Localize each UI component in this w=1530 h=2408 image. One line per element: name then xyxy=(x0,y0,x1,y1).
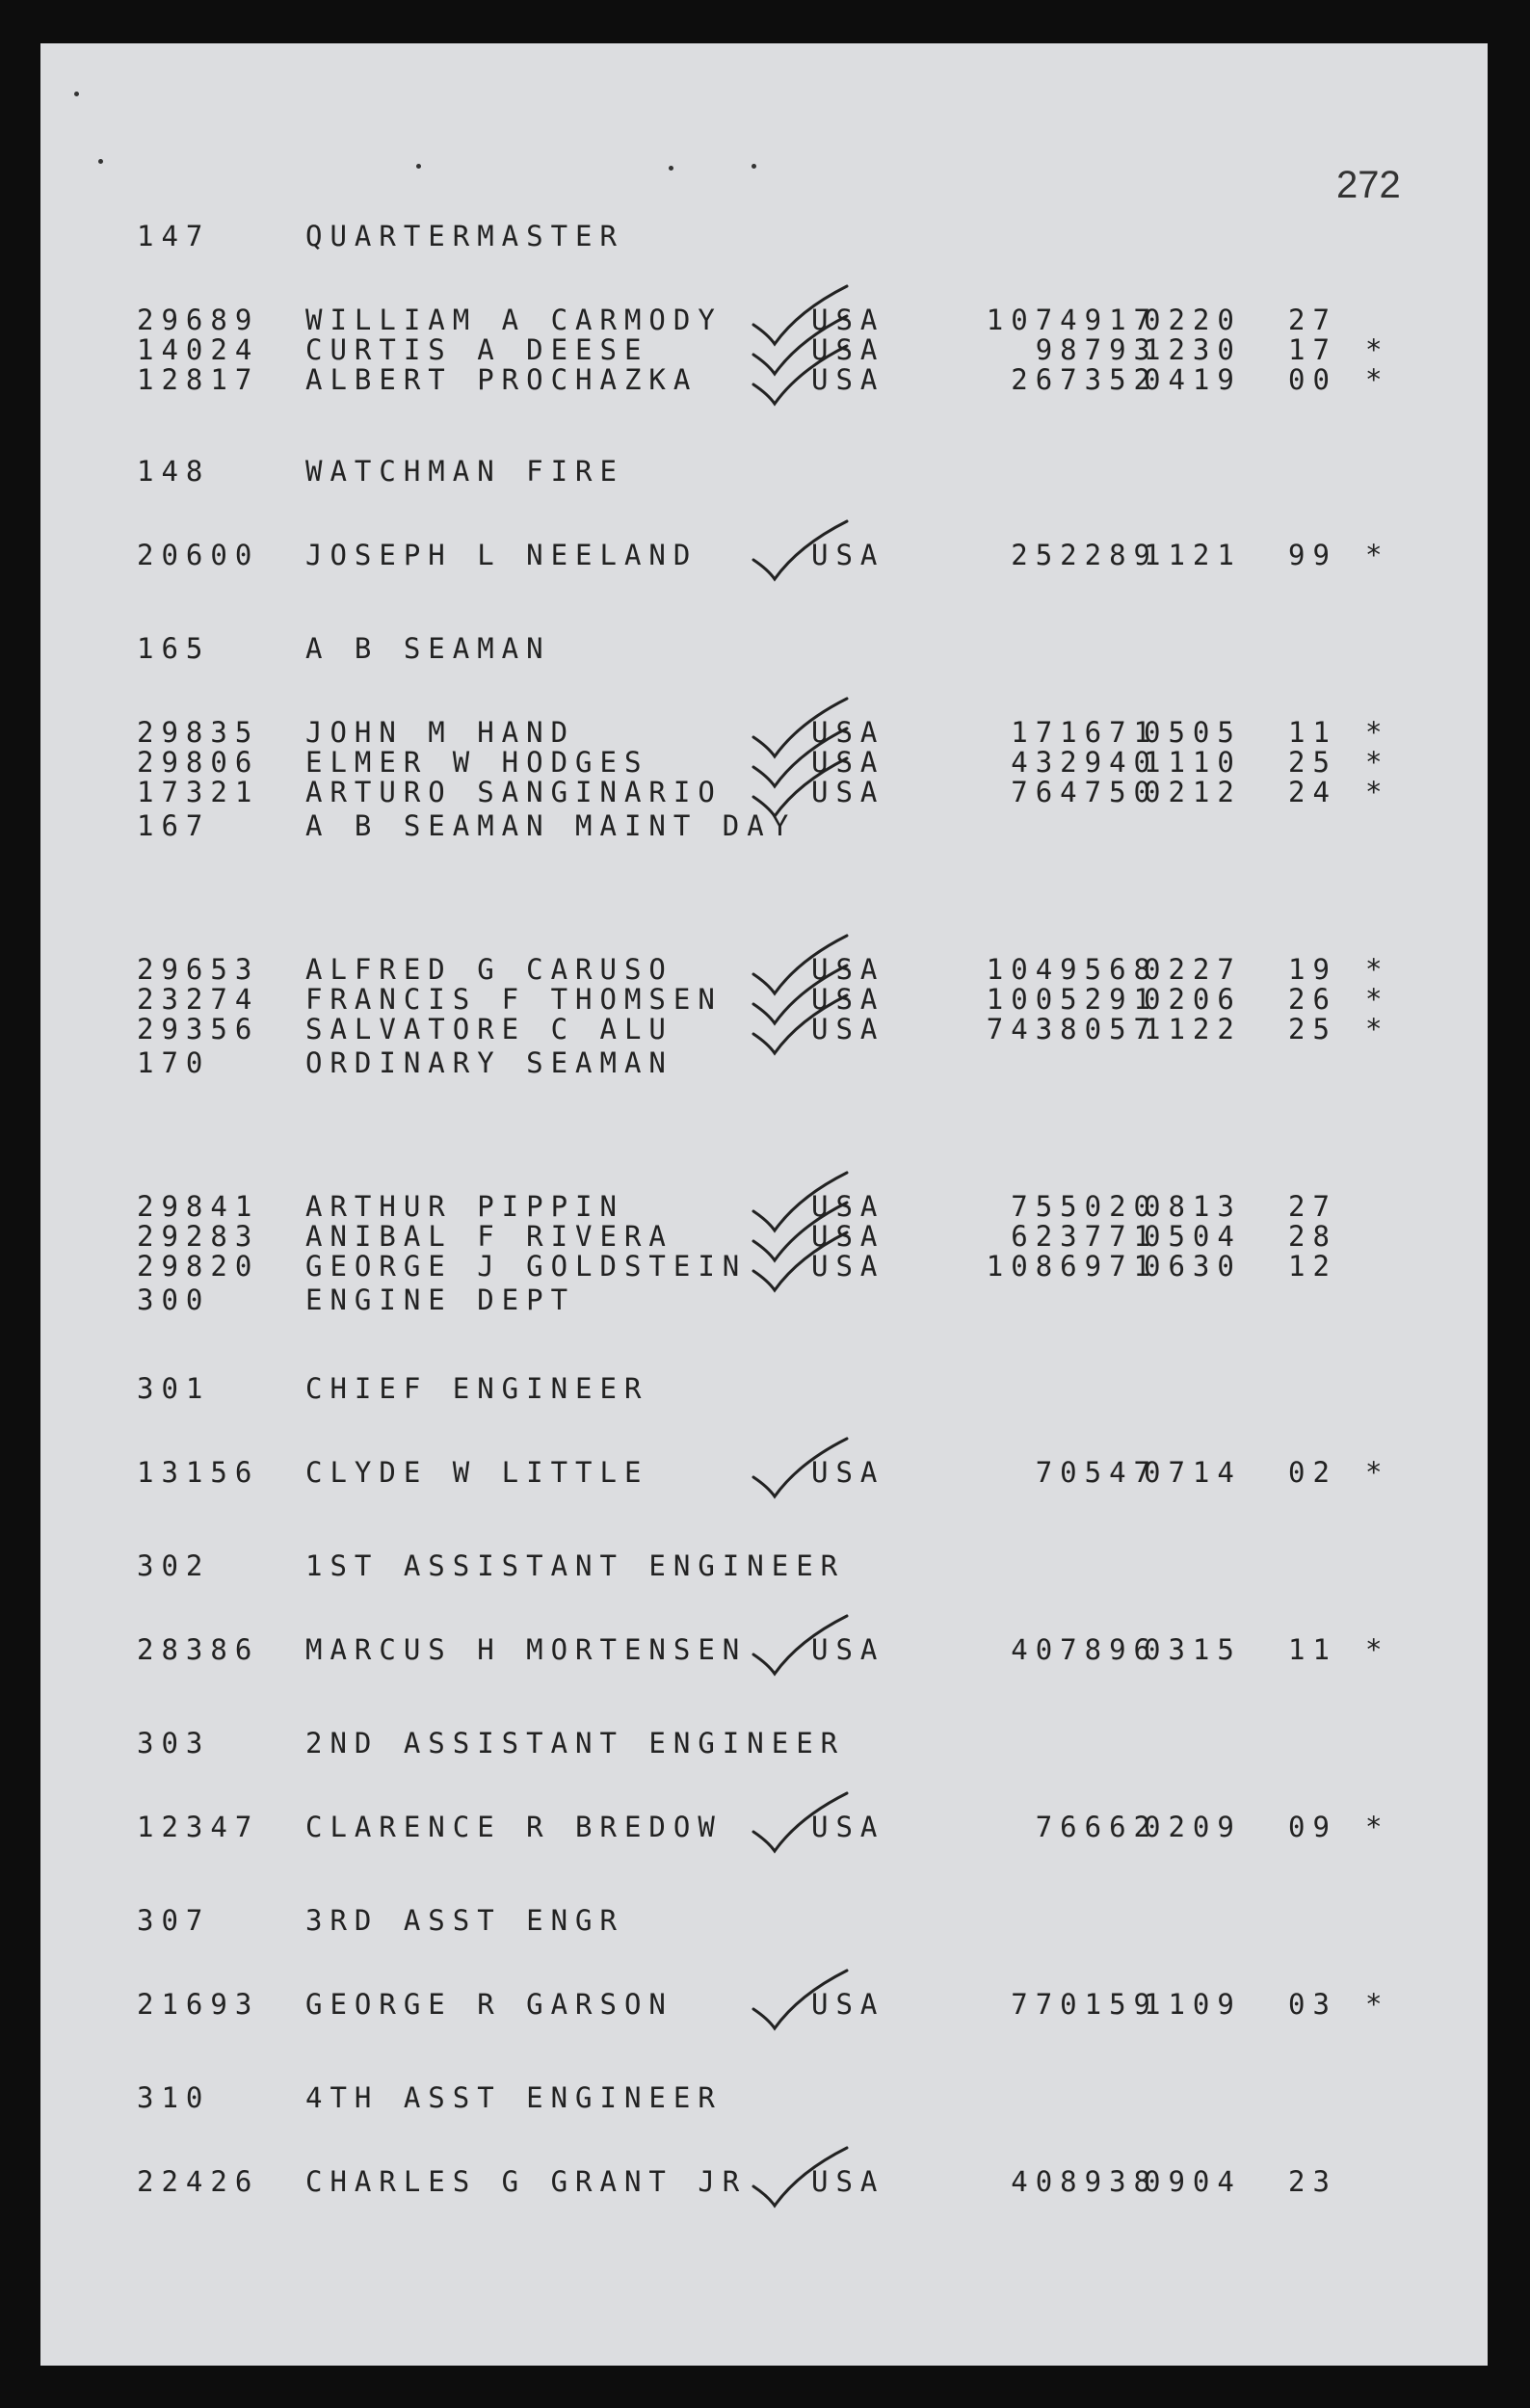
section-code: 301 xyxy=(137,1372,211,1405)
citizenship: USA xyxy=(811,746,885,779)
crew-name: JOHN M HAND xyxy=(305,716,576,749)
crew-name: CHARLES G GRANT JR xyxy=(305,2165,748,2198)
crew-name: FRANCIS F THOMSEN xyxy=(305,983,723,1016)
status-code: 27 xyxy=(1288,1190,1337,1223)
document-number: 7438057 xyxy=(986,1013,1158,1045)
crew-name: CLARENCE R BREDOW xyxy=(305,1811,723,1843)
section-title: ORDINARY SEAMAN xyxy=(305,1046,673,1079)
date-code: 0209 xyxy=(1144,1811,1242,1843)
section-code: 148 xyxy=(137,455,211,488)
citizenship: USA xyxy=(811,1013,885,1045)
document-number: 623771 xyxy=(1011,1220,1158,1253)
crew-id: 13156 xyxy=(137,1456,260,1489)
date-code: 1230 xyxy=(1144,333,1242,366)
date-code: 0813 xyxy=(1144,1190,1242,1223)
section-title: WATCHMAN FIRE xyxy=(305,455,624,488)
crew-id: 12817 xyxy=(137,363,260,396)
crew-id: 29283 xyxy=(137,1220,260,1253)
date-code: 0315 xyxy=(1144,1633,1242,1666)
crew-name: SALVATORE C ALU xyxy=(305,1013,673,1045)
status-code: 00 xyxy=(1288,363,1337,396)
asterisk-mark: * xyxy=(1365,953,1390,986)
section-title: CHIEF ENGINEER xyxy=(305,1372,649,1405)
date-code: 1109 xyxy=(1144,1988,1242,2021)
speck xyxy=(752,164,756,169)
page-number: 272 xyxy=(1336,164,1401,206)
crew-id: 29653 xyxy=(137,953,260,986)
crew-id: 21693 xyxy=(137,1988,260,2021)
crew-name: ALBERT PROCHAZKA xyxy=(305,363,699,396)
status-code: 11 xyxy=(1288,1633,1337,1666)
citizenship: USA xyxy=(811,1220,885,1253)
status-code: 03 xyxy=(1288,1988,1337,2021)
document-number: 76662 xyxy=(1035,1811,1158,1843)
document-number: 1074917 xyxy=(986,304,1158,336)
status-code: 27 xyxy=(1288,304,1337,336)
status-code: 11 xyxy=(1288,716,1337,749)
document-number: 98793 xyxy=(1035,333,1158,366)
crew-id: 12347 xyxy=(137,1811,260,1843)
crew-name: GEORGE R GARSON xyxy=(305,1988,673,2021)
crew-id: 29835 xyxy=(137,716,260,749)
document-number: 770159 xyxy=(1011,1988,1158,2021)
section-title: QUARTERMASTER xyxy=(305,220,624,252)
section-title: A B SEAMAN MAINT DAY xyxy=(305,809,797,842)
document-number: 70547 xyxy=(1035,1456,1158,1489)
speck xyxy=(98,159,103,164)
crew-name: ARTHUR PIPPIN xyxy=(305,1190,624,1223)
crew-name: ALFRED G CARUSO xyxy=(305,953,673,986)
speck xyxy=(74,92,79,96)
date-code: 0630 xyxy=(1144,1250,1242,1283)
citizenship: USA xyxy=(811,776,885,808)
status-code: 24 xyxy=(1288,776,1337,808)
section-title: 3RD ASST ENGR xyxy=(305,1904,624,1937)
asterisk-mark: * xyxy=(1365,539,1390,571)
asterisk-mark: * xyxy=(1365,716,1390,749)
status-code: 28 xyxy=(1288,1220,1337,1253)
crew-id: 14024 xyxy=(137,333,260,366)
status-code: 23 xyxy=(1288,2165,1337,2198)
crew-name: CURTIS A DEESE xyxy=(305,333,649,366)
citizenship: USA xyxy=(811,304,885,336)
section-title: ENGINE DEPT xyxy=(305,1283,576,1316)
document-number: 252289 xyxy=(1011,539,1158,571)
section-code: 167 xyxy=(137,809,211,842)
section-code: 300 xyxy=(137,1283,211,1316)
citizenship: USA xyxy=(811,2165,885,2198)
date-code: 0419 xyxy=(1144,363,1242,396)
section-code: 302 xyxy=(137,1549,211,1582)
asterisk-mark: * xyxy=(1365,746,1390,779)
section-code: 170 xyxy=(137,1046,211,1079)
section-code: 307 xyxy=(137,1904,211,1937)
crew-name: ANIBAL F RIVERA xyxy=(305,1220,673,1253)
document-number: 755020 xyxy=(1011,1190,1158,1223)
document-number: 171671 xyxy=(1011,716,1158,749)
status-code: 25 xyxy=(1288,1013,1337,1045)
crew-name: GEORGE J GOLDSTEIN xyxy=(305,1250,748,1283)
section-code: 147 xyxy=(137,220,211,252)
asterisk-mark: * xyxy=(1365,1013,1390,1045)
date-code: 1122 xyxy=(1144,1013,1242,1045)
asterisk-mark: * xyxy=(1365,1633,1390,1666)
asterisk-mark: * xyxy=(1365,1811,1390,1843)
date-code: 0220 xyxy=(1144,304,1242,336)
citizenship: USA xyxy=(811,983,885,1016)
crew-id: 29820 xyxy=(137,1250,260,1283)
crew-name: ELMER W HODGES xyxy=(305,746,649,779)
date-code: 1110 xyxy=(1144,746,1242,779)
citizenship: USA xyxy=(811,539,885,571)
crew-name: JOSEPH L NEELAND xyxy=(305,539,699,571)
section-title: 2ND ASSISTANT ENGINEER xyxy=(305,1727,846,1760)
status-code: 26 xyxy=(1288,983,1337,1016)
speck xyxy=(416,164,421,169)
asterisk-mark: * xyxy=(1365,333,1390,366)
citizenship: USA xyxy=(811,1811,885,1843)
crew-id: 23274 xyxy=(137,983,260,1016)
document-number: 267352 xyxy=(1011,363,1158,396)
document-number: 408938 xyxy=(1011,2165,1158,2198)
crew-id: 17321 xyxy=(137,776,260,808)
section-title: 4TH ASST ENGINEER xyxy=(305,2081,723,2114)
section-code: 310 xyxy=(137,2081,211,2114)
document-number: 1005291 xyxy=(986,983,1158,1016)
status-code: 12 xyxy=(1288,1250,1337,1283)
citizenship: USA xyxy=(811,333,885,366)
citizenship: USA xyxy=(811,363,885,396)
document-number: 1049568 xyxy=(986,953,1158,986)
crew-name: MARCUS H MORTENSEN xyxy=(305,1633,748,1666)
date-code: 1121 xyxy=(1144,539,1242,571)
crew-name: CLYDE W LITTLE xyxy=(305,1456,649,1489)
speck xyxy=(669,166,673,171)
date-code: 0505 xyxy=(1144,716,1242,749)
crew-id: 29689 xyxy=(137,304,260,336)
document-number: 764750 xyxy=(1011,776,1158,808)
section-code: 303 xyxy=(137,1727,211,1760)
document-number: 432940 xyxy=(1011,746,1158,779)
crew-id: 22426 xyxy=(137,2165,260,2198)
citizenship: USA xyxy=(811,716,885,749)
crew-name: ARTURO SANGINARIO xyxy=(305,776,723,808)
citizenship: USA xyxy=(811,1988,885,2021)
date-code: 0227 xyxy=(1144,953,1242,986)
date-code: 0504 xyxy=(1144,1220,1242,1253)
crew-id: 29806 xyxy=(137,746,260,779)
asterisk-mark: * xyxy=(1365,776,1390,808)
section-title: 1ST ASSISTANT ENGINEER xyxy=(305,1549,846,1582)
status-code: 09 xyxy=(1288,1811,1337,1843)
status-code: 99 xyxy=(1288,539,1337,571)
date-code: 0714 xyxy=(1144,1456,1242,1489)
status-code: 25 xyxy=(1288,746,1337,779)
asterisk-mark: * xyxy=(1365,363,1390,396)
crew-id: 20600 xyxy=(137,539,260,571)
asterisk-mark: * xyxy=(1365,983,1390,1016)
citizenship: USA xyxy=(811,1250,885,1283)
crew-name: WILLIAM A CARMODY xyxy=(305,304,723,336)
crew-id: 29841 xyxy=(137,1190,260,1223)
status-code: 19 xyxy=(1288,953,1337,986)
crew-id: 28386 xyxy=(137,1633,260,1666)
date-code: 0206 xyxy=(1144,983,1242,1016)
section-title: A B SEAMAN xyxy=(305,632,551,665)
date-code: 0212 xyxy=(1144,776,1242,808)
citizenship: USA xyxy=(811,953,885,986)
section-code: 165 xyxy=(137,632,211,665)
crew-id: 29356 xyxy=(137,1013,260,1045)
citizenship: USA xyxy=(811,1633,885,1666)
citizenship: USA xyxy=(811,1190,885,1223)
document-number: 407896 xyxy=(1011,1633,1158,1666)
date-code: 0904 xyxy=(1144,2165,1242,2198)
asterisk-mark: * xyxy=(1365,1456,1390,1489)
document-page xyxy=(40,43,1488,2366)
document-number: 1086971 xyxy=(986,1250,1158,1283)
asterisk-mark: * xyxy=(1365,1988,1390,2021)
citizenship: USA xyxy=(811,1456,885,1489)
status-code: 02 xyxy=(1288,1456,1337,1489)
status-code: 17 xyxy=(1288,333,1337,366)
